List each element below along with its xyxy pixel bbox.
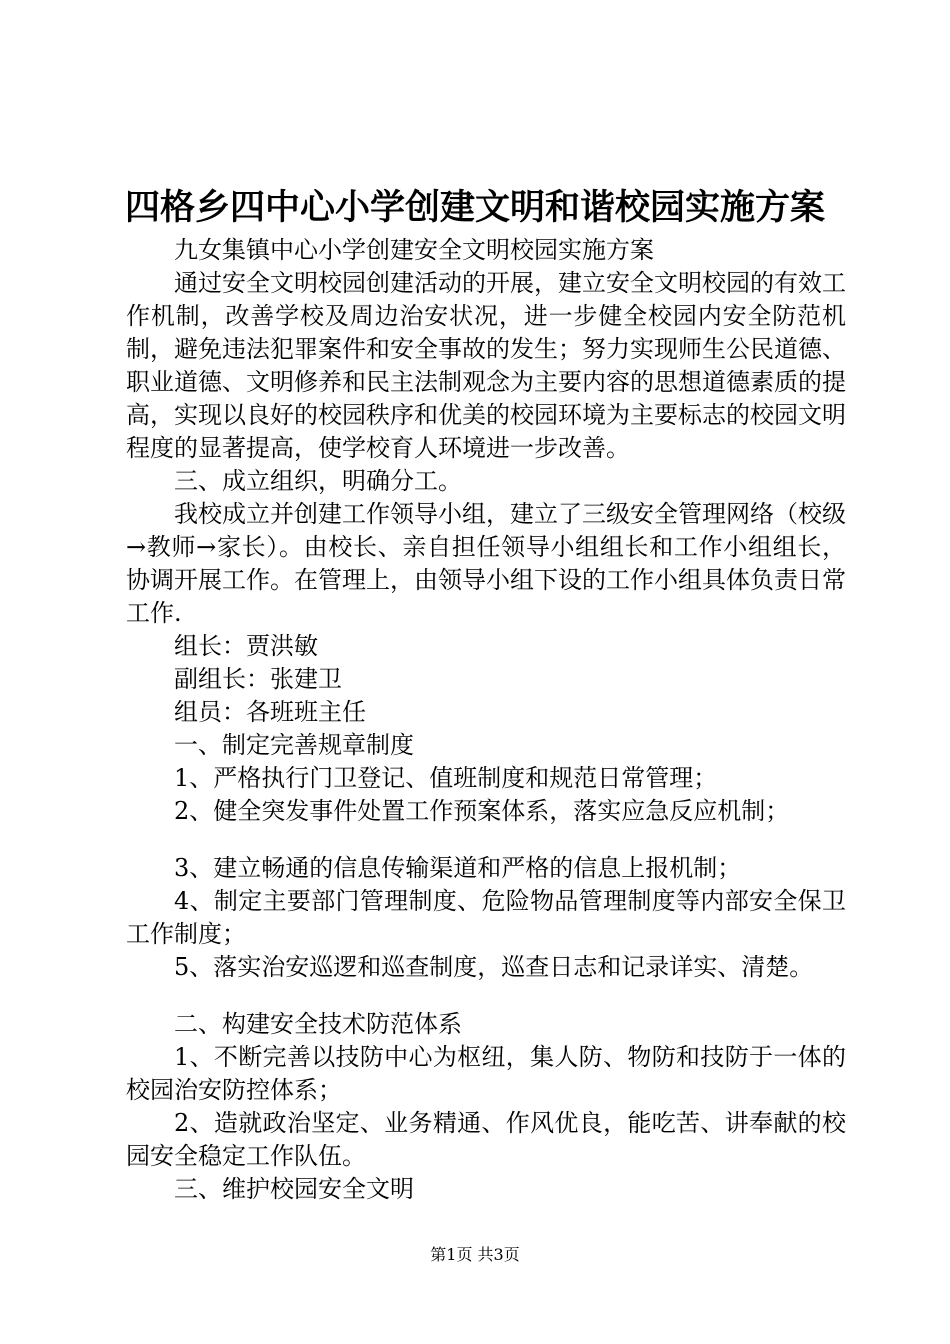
paragraph-gap: [126, 828, 846, 852]
leader-line: 组长：贾洪敏: [174, 632, 318, 660]
section-heading: 二、构建安全技术防范体系: [174, 1010, 462, 1038]
section-heading: 三、成立组织，明确分工。: [174, 467, 462, 495]
list-item: 1、严格执行门卫登记、值班制度和规范日常管理；: [174, 764, 718, 792]
document-title: 四格乡四中心小学创建文明和谐校园实施方案: [125, 187, 826, 228]
section-heading: 一、制定完善规章制度: [174, 731, 414, 759]
paragraph-gap: [126, 984, 846, 1008]
list-item: 4、制定主要部门管理制度、危险物品管理制度等内部安全保卫工作制度；: [126, 887, 846, 948]
list-item: 2、造就政治坚定、业务精通、作风优良，能吃苦、讲奉献的校园安全稳定工作队伍。: [126, 1109, 846, 1170]
organization-paragraph: 我校成立并创建工作领导小组，建立了三级安全管理网络（校级→教师→家长）。由校长、亲自担任领导小组组长和工作小组组长，协调开展工作。在管理上，由领导小组下设的工作小组具体负责日常工作.: [126, 500, 846, 627]
page-footer: 第1页 共3页: [430, 1245, 520, 1264]
intro-paragraph: 通过安全文明校园创建活动的开展，建立安全文明校园的有效工作机制，改善学校及周边治安状况，进一步健全校园内安全防范机制，避免违法犯罪案件和安全事故的发生；努力实现师生公民道德、职业道德、文明修养和民主法制观念为主要内容的思想道德素质的提高，实现以良好的校园秩序和优美的校园环境为主要标志的校园文明程度的显著提高，使学校育人环境进一步改善。: [126, 269, 846, 462]
members-line: 组员：各班班主任: [174, 698, 366, 726]
list-item: 2、健全突发事件处置工作预案体系，落实应急反应机制；: [174, 797, 790, 825]
deputy-leader-line: 副组长：张建卫: [174, 665, 342, 693]
list-item: 5、落实治安巡逻和巡查制度，巡查日志和记录详实、清楚。: [174, 953, 814, 981]
document-body: [126, 234, 846, 1206]
subtitle-paragraph: 九女集镇中心小学创建安全文明校园实施方案: [174, 236, 654, 264]
list-item: 1、不断完善以技防中心为枢纽，集人防、物防和技防于一体的校园治安防控体系；: [126, 1043, 846, 1104]
section-heading: 三、维护校园安全文明: [174, 1175, 414, 1203]
list-item: 3、建立畅通的信息传输渠道和严格的信息上报机制；: [174, 854, 742, 882]
